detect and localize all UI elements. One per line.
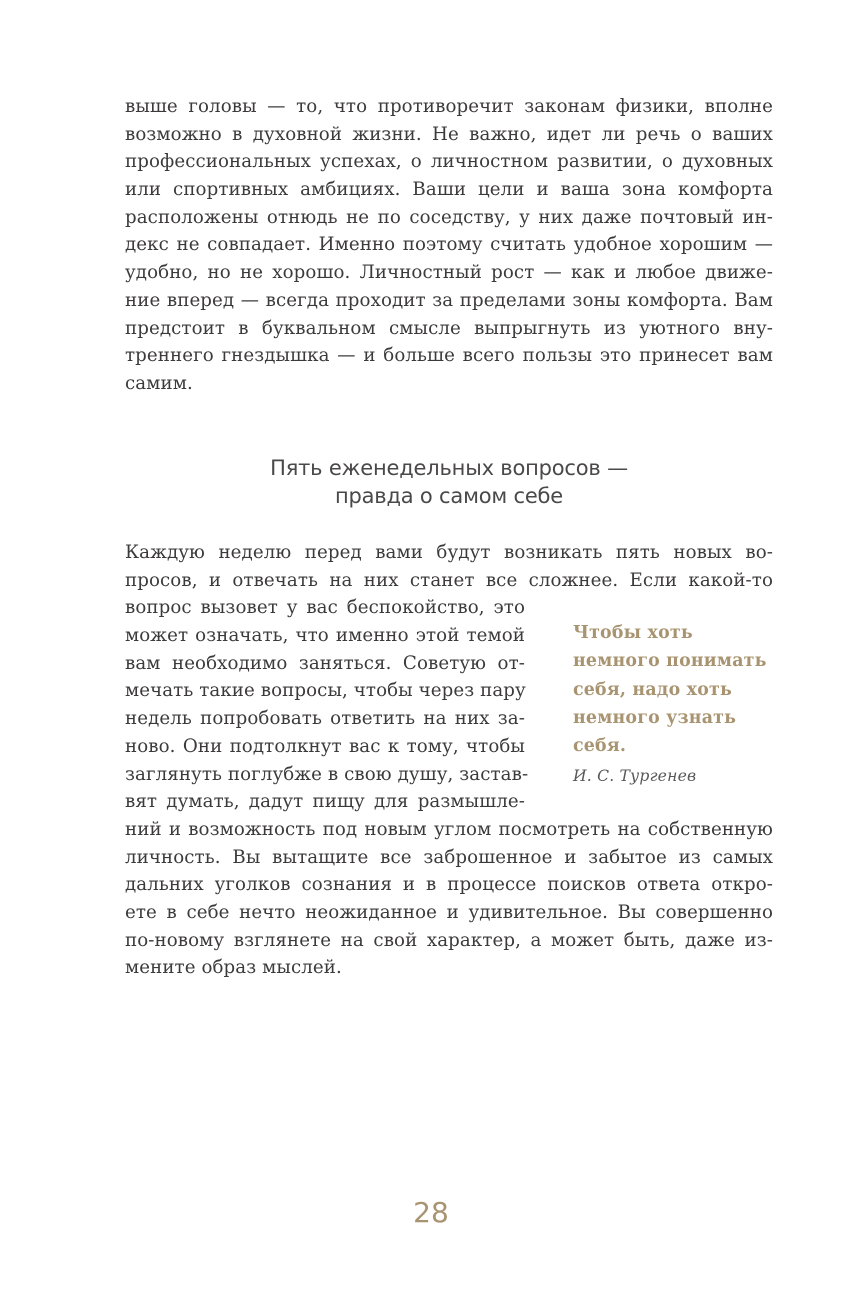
text-line: по-новому взглянете на свой характер, а может быть, даже из- [125, 929, 773, 951]
text-line: личность. Вы вытащите все заброшенное и забытое из самых [125, 846, 773, 868]
text-line: вят думать, дадут пищу для размышле- [125, 791, 525, 813]
heading-line-1: Пять еженедельных вопросов — [270, 456, 628, 480]
text-line: Каждую неделю перед вами будут возникать пять новых во- [125, 542, 773, 563]
quote-line: Чтобы хоть [573, 623, 693, 643]
section-heading [125, 454, 773, 510]
text-line: или спортивных амбициях. Ваши цели и ваша зона комфорта [125, 179, 773, 201]
text-line: ние вперед — всегда проходит за пределами зоны комфорта. Вам [125, 289, 773, 311]
text-line: ново. Они подтолкнут вас к тому, чтобы [125, 735, 525, 757]
text-line: просов, и отвечать на них станет все сложнее. Если какой-то [125, 569, 773, 591]
text-line: вам необходимо заняться. Советую от- [125, 652, 525, 674]
paragraph-comfort-zone [125, 93, 773, 398]
text-line: возможно в духовной жизни. Не важно, идет ли речь о ваших [125, 123, 773, 145]
text-line: ете в себе нечто неожиданное и удивительное. Вы совершенно [125, 901, 773, 923]
text-line: мечать такие вопросы, чтобы через пару [125, 680, 526, 702]
text-line: недель попробовать ответить на них за- [125, 708, 525, 730]
quote-text [573, 619, 783, 760]
text-line: предстоит в буквальном смысле выпрыгнуть из уютного вну- [125, 317, 773, 339]
text-line: выше головы — то, что противоречит законам физики, вполне [125, 96, 773, 117]
quote-author: И. С. Тургенев [573, 767, 697, 786]
text-line: дальних уголков сознания и в процессе поисков ответа откро- [125, 874, 773, 896]
text-line: ний и возможность под новым углом посмотреть на собственную [125, 818, 773, 840]
text-line: вопрос вызовет у вас беспокойство, это [125, 597, 525, 619]
text-line: мените образ мыслей. [125, 957, 342, 979]
text-line: может означать, что именно этой темой [125, 625, 525, 647]
text-line: профессиональных успехах, о личностном развитии, о духовных [125, 151, 773, 173]
quote-line: себя, надо хоть [573, 679, 732, 700]
text-line: расположены отнюдь не по соседству, у них даже почтовый ин- [125, 206, 773, 228]
quote-line: немного узнать [573, 707, 737, 728]
side-quote [573, 619, 783, 785]
quote-line: немного понимать [573, 651, 767, 672]
text-line: декс не совпадает. Именно поэтому считать удобное хорошим — [125, 234, 773, 256]
text-line: заглянуть поглубже в свою душу, застав- [125, 763, 529, 785]
text-line: треннего гнездышка — и больше всего пользы это принесет вам [125, 345, 773, 367]
quote-line: себя. [573, 736, 627, 757]
page-number: 28 [413, 1196, 449, 1229]
text-line: самим. [125, 372, 193, 394]
text-line: удобно, но не хорошо. Личностный рост — как и любое движе- [125, 262, 773, 284]
heading-line-2: правда о самом себе [334, 484, 564, 508]
